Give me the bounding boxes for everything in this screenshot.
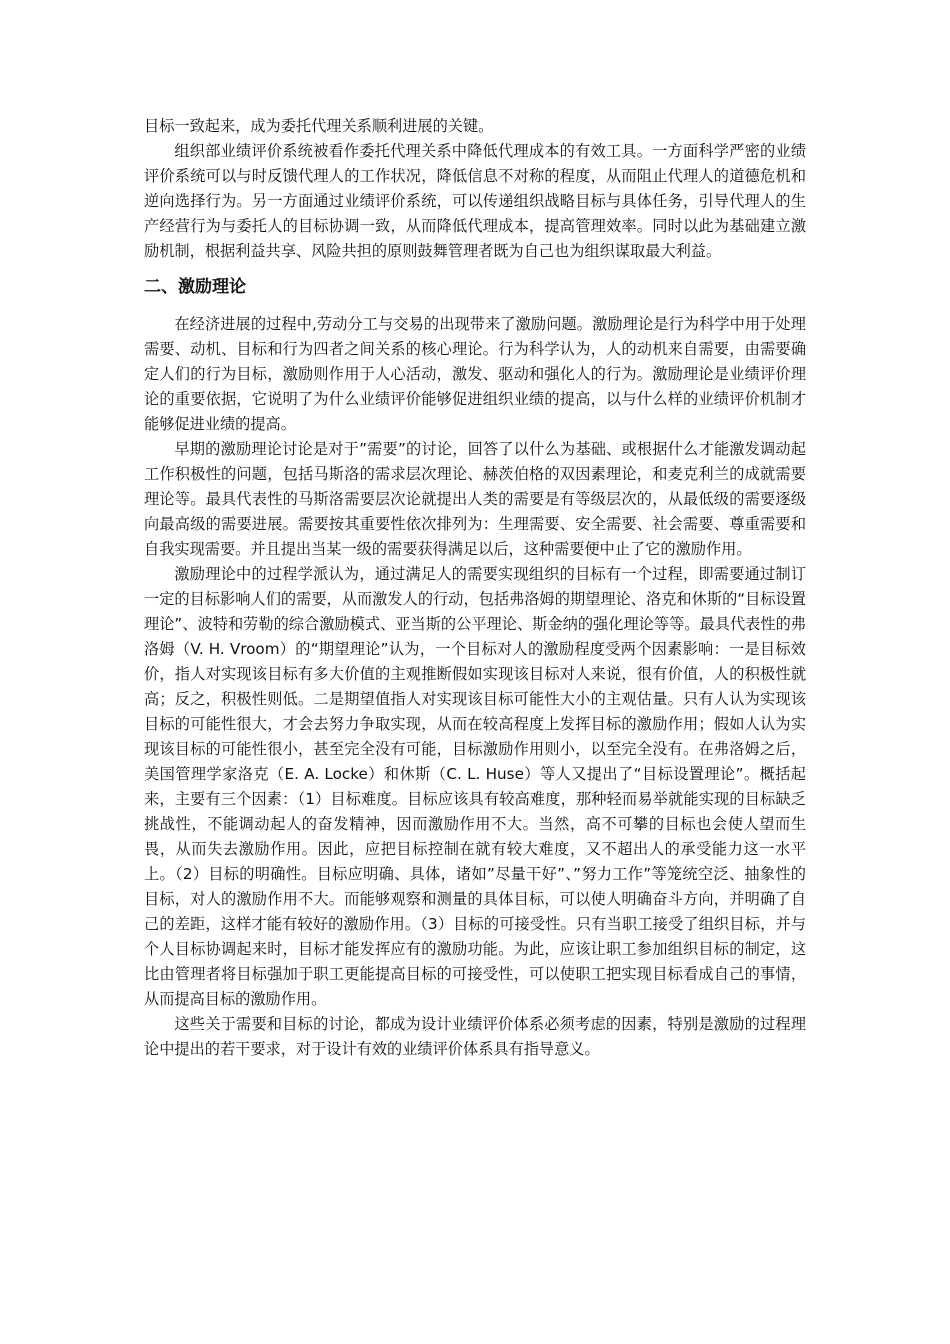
paragraph-process-theory: 激励理论中的过程学派认为，通过满足人的需要实现组织的目标有一个过程，即需要通过制订一定的目标影响人们的需要，从而激发人的行动，包括弗洛姆的期望理论、洛克和休斯的“目标设置理论”、波特和劳勒的综合激励模式、亚当斯的公平理论、斯金纳的强化理论等等。最具代表性的弗洛姆（V. H. Vroom）的“期望理论”认为，一个目标对人的激励程度受两个因素影响：一是目标效价，指人对实现该目标有多大价值的主观推断假如实现该目标对人来说，很有价值，人的积极性就高；反之，积极性则低。二是期望值指人对实现该目标可能性大小的主观估量。只有人认为实现该目标的可能性很大，才会去努力争取实现，从而在较高程度上发挥目标的激励作用；假如人认为实现该目标的可能性很小，甚至完全没有可能，目标激励作用则小，以至完全没有。在弗洛姆之后，美国管理学家洛克（E. A. Locke）和休斯（C. L. Huse）等人又提出了“目标设置理论”。概括起来，主要有三个因素：（1）目标难度。目标应该具有较高难度，那种轻而易举就能实现的目标缺乏挑战性，不能调动起人的奋发精神，因而激励作用不大。当然，高不可攀的目标也会使人望而生畏，从而失去激励作用。因此，应把目标控制在就有较大难度，又不超出人的承受能力这一水平上。（2）目标的明确性。目标应明确、具体，诸如”尽量干好”、”努力工作”等笼统空泛、抽象性的目标，对人的激励作用不大。而能够观察和测量的具体目标，可以使人明确奋斗方向，并明确了自己的差距，这样才能有较好的激励作用。（3）目标的可接受性。只有当职工接受了组织目标，并与个人目标协调起来时，目标才能发挥应有的激励功能。为此，应该让职工参加组织目标的制定，这比由管理者将目标强加于职工更能提高目标的可接受性，可以使职工把实现目标看成自己的事情，从而提高目标的激励作用。	[144, 565, 806, 1008]
paragraph-continuation: 目标一致起来，成为委托代理关系顺利进展的关键。	[144, 117, 494, 135]
paragraph-early-theory: 早期的激励理论讨论是对于”需要”的讨论，回答了以什么为基础、或根据什么才能激发调动起工作积极性的问题，包括马斯洛的需求层次理论、赫茨伯格的双因素理论，和麦克利兰的成就需要理论等。最具代表性的马斯洛需要层次论就提出人类的需要是有等级层次的，从最低级的需要逐级向最高级的需要进展。需要按其重要性依次排列为：生理需要、安全需要、社会需要、尊重需要和自我实现需要。并且提出当某一级的需要获得满足以后，这种需要便中止了它的激励作用。	[144, 440, 806, 558]
document-page	[144, 114, 806, 1062]
paragraph-performance-evaluation: 组织部业绩评价系统被看作委托代理关系中降低代理成本的有效工具。一方面科学严密的业绩评价系统可以与时反馈代理人的工作状况，降低信息不对称的程度，从而阻止代理人的道德危机和逆向选择行为。另一方面通过业绩评价系统，可以传递组织战略目标与具体任务，引导代理人的生产经营行为与委托人的目标协调一致，从而降低代理成本，提高管理效率。同时以此为基础建立激励机制，根据利益共享、风险共担的原则鼓舞管理者既为自己也为组织谋取最大利益。	[144, 142, 806, 260]
section-heading: 二、激励理论	[144, 277, 246, 297]
paragraph-conclusion: 这些关于需要和目标的讨论，都成为设计业绩评价体系必须考虑的因素，特别是激励的过程理论中提出的若干要求，对于设计有效的业绩评价体系具有指导意义。	[144, 1015, 806, 1058]
paragraph-incentive-intro: 在经济进展的过程中,劳动分工与交易的出现带来了激励问题。激励理论是行为科学中用于处理需要、动机、目标和行为四者之间关系的核心理论。行为科学认为，人的动机来自需要，由需要确定人们的行为目标，激励则作用于人心活动，激发、驱动和强化人的行为。激励理论是业绩评价理论的重要依据，它说明了为什么业绩评价能够促进组织业绩的提高，以与什么样的业绩评价机制才能够促进业绩的提高。	[144, 315, 806, 433]
